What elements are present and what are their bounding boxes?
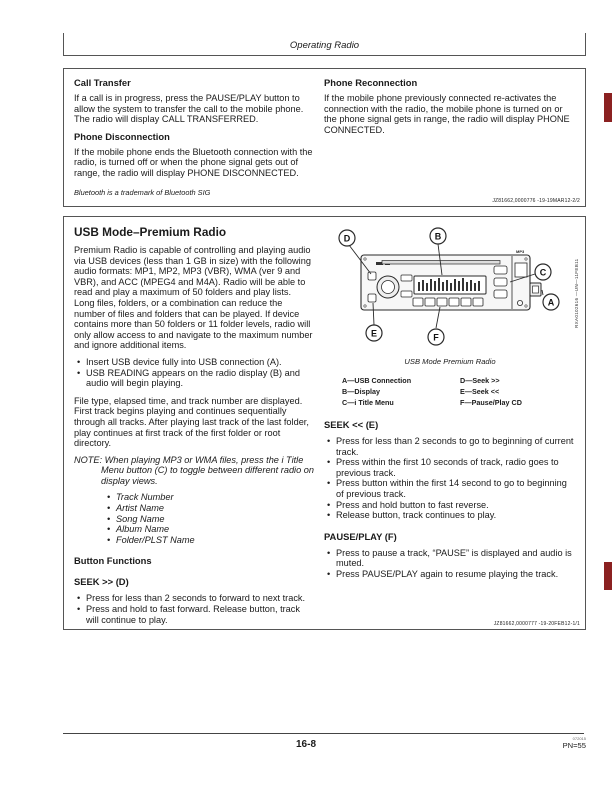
list-item: • Press and hold to fast forward. Release button, track will continue to play. <box>86 604 314 625</box>
list-item: • Press for less than 2 seconds to forward to next track. <box>86 593 314 604</box>
phone-right-column <box>324 77 576 141</box>
mp3-label: MP3 <box>516 249 525 254</box>
page-number: 16-8 <box>295 739 316 750</box>
legend-item: F—Pause/Play CD <box>460 398 522 407</box>
usb-playback-paragraph: File type, elapsed time, and track number are displayed. First track begins playing and continues sequentially through all tracks. After playing last track of the last folder, play continues at first track of the first folder or root directory. <box>74 395 309 449</box>
list-item: • Press for less than 2 seconds to go to beginning of current track. <box>336 436 576 457</box>
list-item: • Release button, track continues to play. <box>336 510 576 521</box>
list-item: • Track Number <box>116 492 314 503</box>
figure-id-code: RXA0102616 —UN—11FEB11 <box>574 258 579 328</box>
pn-number: PN=55 <box>562 741 586 750</box>
callout-b-label: B <box>434 231 442 242</box>
callout-e-label: E <box>370 328 378 339</box>
callout-d-label: D <box>343 233 351 244</box>
figure-legend <box>324 376 576 407</box>
call-transfer-heading: Call Transfer <box>74 77 131 88</box>
list-item: • Album Name <box>116 524 314 535</box>
revision-mark <box>604 93 612 122</box>
list-item: • USB READING appears on the radio display (B) and audio will begin playing. <box>86 368 314 389</box>
legend-item: B—Display <box>342 387 380 396</box>
seek-back-heading: SEEK << (E) <box>324 419 379 430</box>
phone-left-column <box>74 77 314 197</box>
seek-forward-heading: SEEK >> (D) <box>74 576 129 588</box>
pause-play-button <box>494 290 507 298</box>
phone-disconnection-body: If the mobile phone ends the Bluetooth connection with the radio, is turned off or when the phone signal gets out of range, the radio will display PHONE DISCONNECTED. <box>74 146 313 178</box>
doc-code-phone-section: JZ81662,0000776 -19-19MAR12-2/2 <box>492 198 580 204</box>
section-usb-mode <box>63 216 586 630</box>
list-item: • Press within the first 10 seconds of track, radio goes to previous track. <box>336 457 576 478</box>
seek-forward-button <box>368 272 376 280</box>
running-head: Operating Radio <box>289 40 360 51</box>
usb-right-column <box>324 225 579 587</box>
footer-right-block <box>563 736 586 750</box>
title-menu-button <box>494 278 507 286</box>
list-item: • Press button within the first 14 second to go to beginning of previous track. <box>336 478 576 499</box>
callout-f-label: F <box>433 332 439 343</box>
pause-play-list <box>324 548 576 580</box>
legend-item: C—i Title Menu <box>342 398 394 407</box>
phone-reconnection-heading: Phone Reconnection <box>324 77 418 88</box>
callout-c-label: C <box>539 267 547 278</box>
display-views-list <box>104 492 314 545</box>
callout-a-label: A <box>547 297 555 308</box>
list-item: • Artist Name <box>116 503 314 514</box>
usb-intro-paragraph: Premium Radio is capable of controlling and playing audio via USB devices (less than 1 GB in size) with the following audio formats: MP1, MP2, MP3 (VBR), WMA (ver 9 and VBR), and ACC (MPEG4 and M4A). Radio will be able to read and play a maximum of 50 folders and play lists. Long files, folders, or a combination can reduce the number of files and folders that can be played. If device contains more than 50 folders or 11 folder levels, radio will only allow access to and navigate to the maximum number and ignore additional items. <box>74 245 313 351</box>
list-item: • Song Name <box>116 514 314 525</box>
page-header <box>63 33 586 56</box>
legend-item: E—Seek << <box>460 387 500 396</box>
list-item: • Press to pause a track, “PAUSE” is displayed and audio is muted. <box>336 548 576 569</box>
call-transfer-body: If a call is in progress, press the PAUSE/PLAY button to allow the system to transfer the call to the mobile phone. The radio will display CALL TRANSFERRED. <box>74 93 304 125</box>
footer-rule <box>63 733 584 734</box>
usb-note: NOTE: When playing MP3 or WMA files, press the i Title Menu button (C) to toggle between different radio on display views. <box>74 454 314 486</box>
seek-back-button <box>368 294 376 302</box>
right-buttons <box>494 266 507 298</box>
radio-diagram <box>324 225 572 353</box>
bluetooth-trademark-note: Bluetooth is a trademark of Bluetooth SIG <box>74 187 211 197</box>
section-phone <box>63 68 586 207</box>
legend-item: A—USB Connection <box>342 376 412 385</box>
seek-forward-list <box>74 593 314 625</box>
doc-code-usb-section: JZ81662,0000777 -19-20FEB12-1/1 <box>493 621 580 627</box>
figure-caption: USB Mode Premium Radio <box>404 357 496 366</box>
cd-slot <box>382 261 500 265</box>
list-item: • Press and hold button to fast reverse. <box>336 500 576 511</box>
list-item: • Folder/PLST Name <box>116 535 314 546</box>
print-code: 072015 <box>572 736 586 741</box>
list-item: • Press PAUSE/PLAY again to resume playing the track. <box>336 569 576 580</box>
phone-reconnection-body: If the mobile phone previously connected re-activates the connection with the radio, the mobile phone is turned on or the phone signal gets in range, the radio will display PHONE CONNECTED. <box>324 93 570 135</box>
usb-mode-heading: USB Mode–Premium Radio <box>74 225 227 239</box>
pause-play-heading: PAUSE/PLAY (F) <box>324 530 397 542</box>
revision-mark <box>604 562 612 590</box>
seek-back-list <box>324 436 576 521</box>
usb-setup-list <box>74 357 314 389</box>
phone-disconnection-heading: Phone Disconnection <box>74 130 170 142</box>
button-functions-heading: Button Functions <box>74 555 152 567</box>
usb-left-column <box>74 225 314 632</box>
legend-item: D—Seek >> <box>460 376 500 385</box>
radio-figure <box>324 225 579 353</box>
list-item: • Insert USB device fully into USB connection (A). <box>86 357 314 368</box>
